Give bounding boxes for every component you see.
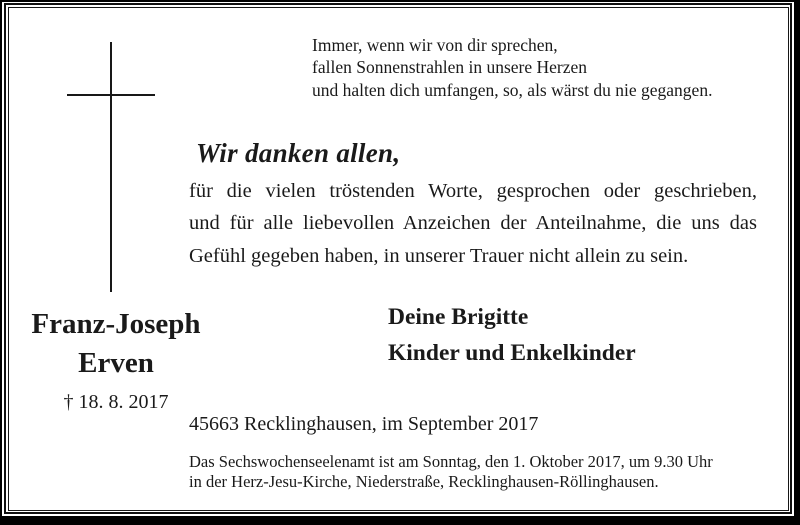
mourner-line: Kinder und Enkelkinder [388, 339, 636, 366]
service-line: in der Herz-Jesu-Kirche, Niederstraße, Recklinghausen-Röllinghausen. [189, 472, 659, 492]
thanks-line: Gefühl gegeben haben, in unserer Trauer nicht allein zu sein. [189, 244, 689, 267]
deceased-block [18, 305, 214, 415]
deceased-last-name: Erven [78, 347, 154, 379]
poem-line: fallen Sonnenstrahlen in unsere Herzen [312, 57, 588, 78]
deceased-first-names: Franz-Joseph [31, 308, 201, 340]
memorial-poem [312, 34, 712, 101]
mourners-block [388, 300, 636, 372]
thanks-paragraph [189, 175, 757, 272]
cross-horizontal-bar [67, 94, 155, 97]
mourner-line: Deine Brigitte [388, 304, 529, 330]
poem-line: Immer, wenn wir von dir sprechen, [312, 35, 558, 55]
service-line: Das Sechswochenseelenamt ist am Sonntag, den 1. Oktober 2017, um 9.30 Uhr [189, 452, 713, 471]
thanks-line: für die vielen tröstenden Worte, gesprochen oder geschrieben, [189, 180, 757, 202]
cross-vertical-bar [110, 42, 113, 292]
death-date: † 18. 8. 2017 [63, 391, 169, 413]
thanks-headline: Wir danken allen, [196, 138, 401, 168]
poem-line: und halten dich umfangen, so, als wärst du nie gegangen. [312, 79, 713, 100]
service-announcement [189, 452, 713, 493]
place-date-line: 45663 Recklinghausen, im September 2017 [189, 413, 539, 435]
thanks-line: und für alle liebevollen Anzeichen der Anteilnahme, die uns das [189, 212, 757, 235]
